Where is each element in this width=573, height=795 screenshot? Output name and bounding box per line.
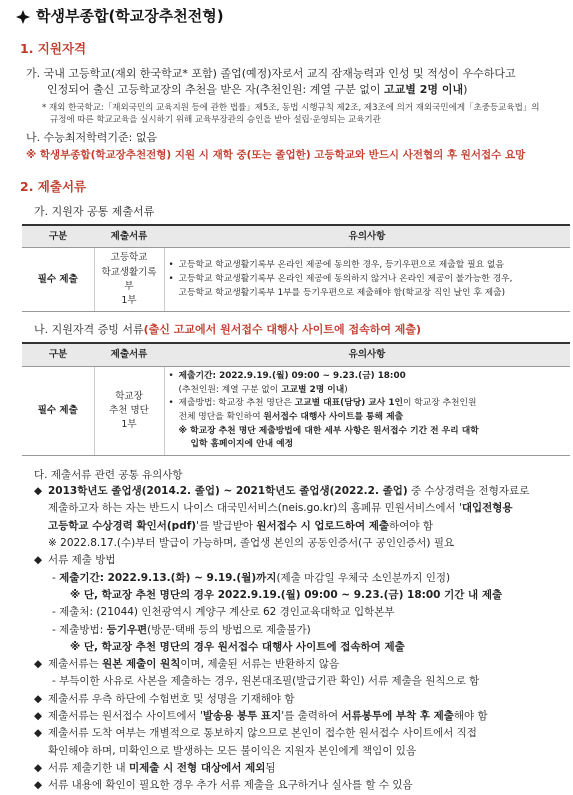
- common-notes-list: [34, 483, 561, 795]
- list-item: ◆ 서류 제출 방법: [34, 554, 116, 567]
- common-documents-heading: 가. 지원자 공통 제출서류: [34, 204, 155, 218]
- eligibility-na: 나. 수능최저학력기준: 없음: [26, 131, 158, 145]
- foreign-school-note: * 재외 한국학교:「재외국민의 교육지원 등에 관한 법률」제5조, 동법 시행규칙 제2조, 제3조에 의거 재외국민에게「초중등교육법」의 규정에 따른 학교교육을 실시하기 위해 교육부장관의 승인을 받아 설립·운영되는 교육기관: [42, 102, 540, 126]
- eligibility-ga-line2: 인정되어 출신 고등학교장의 추천을 받은 자(추천인원: 계열 구분 없이 고교별 2명 이내): [47, 82, 468, 96]
- table-header-category: 구분: [22, 343, 94, 366]
- table-header-document: 제출서류: [94, 225, 164, 248]
- list-subitem: - 제출처: (21044) 인천광역시 계양구 계산로 62 경인교육대학교 입학본부: [52, 606, 395, 619]
- list-item: ◆ 제출서류 우측 하단에 수험번호 및 성명을 기재해야 함: [34, 692, 295, 705]
- common-documents-table: [22, 224, 570, 313]
- section-heading-documents: 2. 제출서류: [20, 178, 87, 194]
- list-item: ◆ 제출서류는 원본 제출이 원칙이며, 제출된 서류는 반환하지 않음: [34, 658, 340, 671]
- eligibility-proof-heading: 나. 지원자격 증빙 서류(출신 고교에서 원서접수 대행사 사이트에 접속하여 제출): [34, 323, 422, 337]
- table-row: [22, 367, 570, 456]
- list-item: ◆ 2013학년도 졸업생(2014.2. 졸업) ~ 2021학년도 졸업생(2022.2. 졸업) 중 수상경력을 전형자료로 제출하고자 하는 자는 반드시 나이스 대국민서비스(neis.go.kr)의 홈페뮤 민원서비스에서 '대입전형용 고등학교 수상경력 확인서(pdf)'를 발급받아 원서접수 시 업로드하여 제출하여야 함 ※ 2022.8.17.(수)부터 발급이 가능하며, 졸업생 본인의 공동인증서(구 공인인증서) 필요: [34, 485, 530, 549]
- document-notes: • 고등학교 학교생활기록부 온라인 제공에 동의한 경우, 등기우편으로 제출할 필요 없음 • 고등학교 학교생활기록부 온라인 제공에 동의하지 않거나 온라인 제공이 불가능한 경우, 고등학교 학교생활기록부 1부를 등기우편으로 제출해야 함(학교장 직인 날인 후 제출): [164, 248, 570, 312]
- document-name: 학교장 추천 명단 1부: [94, 367, 164, 456]
- list-item: ◆ 서류 제출기한 내 미제출 시 전형 대상에서 제외됨: [34, 762, 276, 775]
- list-item: ◆ 제출서류는 원서접수 사이트에서 '발송용 봉투 표지'를 출력하여 서류봉투에 부착 후 제출해야 함: [34, 710, 488, 723]
- list-subnote: ※ 단, 학교장 추천 명단의 경우 2022.9.19.(월) 09:00 ~ 9.23.(금) 18:00 기간 내 제출: [70, 588, 503, 601]
- list-item: ◆ 서류 내용에 확인이 필요한 경우 추가 서류 제출을 요구하거나 실사를 할 수 있음: [34, 779, 413, 792]
- document-notes: • 제출기간: 2022.9.19.(월) 09:00 ~ 9.23.(금) 18:00 (추천인원: 계열 구분 없이 고교별 2명 이내) • 제출방법: 학교장 추천 명단은 고교별 대표(담당) 교사 1인이 학교장 추천인원 전체 명단을 확인하여 원서접수 대행사 사이트를 통해 제출 ※ 학교장 추천 명단 제출방법에 대한 세부 사항은 원서접수 기간 전 우리 대학 입학 홈페이지에 안내 예정: [164, 367, 570, 456]
- list-subitem: - 제출기간: 2022.9.13.(화) ~ 9.19.(월)까지(제출 마감일 우체국 소인분까지 인정): [52, 571, 451, 584]
- row-label: 필수 제출: [22, 367, 94, 456]
- table-row: [22, 248, 570, 312]
- table-header-notes: 유의사항: [164, 343, 570, 366]
- table-header-document: 제출서류: [94, 343, 164, 366]
- row-label: 필수 제출: [22, 248, 94, 312]
- page-title-text: 학생부종합(학교장추천전형): [36, 7, 224, 25]
- eligibility-ga-line1: 가. 국내 고등학교(재외 한국학교* 포함) 졸업(예정)자로서 교직 잠재능력과 인성 및 적성이 우수하다고: [26, 66, 516, 80]
- common-notes-heading: 다. 제출서류 관련 공통 유의사항: [34, 468, 183, 481]
- consultation-warning: ※ 학생부종합(학교장추천전형) 지원 시 재학 중(또는 졸업한) 고등학교와 반드시 사전협의 후 원서접수 요망: [26, 149, 526, 162]
- section-heading-eligibility: 1. 지원자격: [20, 40, 87, 56]
- list-subitem: - 제출방법: 등기우편(방문·택배 등의 방법으로 제출불가): [52, 623, 311, 636]
- eligibility-ga: [26, 66, 561, 98]
- document-name: 고등학교 학교생활기록부 1부: [94, 248, 164, 312]
- diamond-bullet-icon: [16, 10, 30, 24]
- list-item: ◆ 제출서류 도착 여부는 개별적으로 통보하지 않으므로 본인이 접수한 원서접수 사이트에서 직접 확인해야 하며, 미확인으로 발생하는 모든 불이익은 지원자 본인에게 책임이 있음: [34, 727, 477, 757]
- eligibility-proof-table: [22, 342, 570, 456]
- page-title: [16, 6, 561, 28]
- table-header-notes: 유의사항: [164, 225, 570, 248]
- list-subnote: ※ 단, 학교장 추천 명단의 경우 원서접수 대행사 사이트에 접속하여 제출: [70, 640, 405, 653]
- list-subitem: - 부득이한 사유로 사본을 제출하는 경우, 원본대조필(발급기관 확인) 서류 제출을 원칙으로 함: [52, 675, 480, 688]
- table-header-category: 구분: [22, 225, 94, 248]
